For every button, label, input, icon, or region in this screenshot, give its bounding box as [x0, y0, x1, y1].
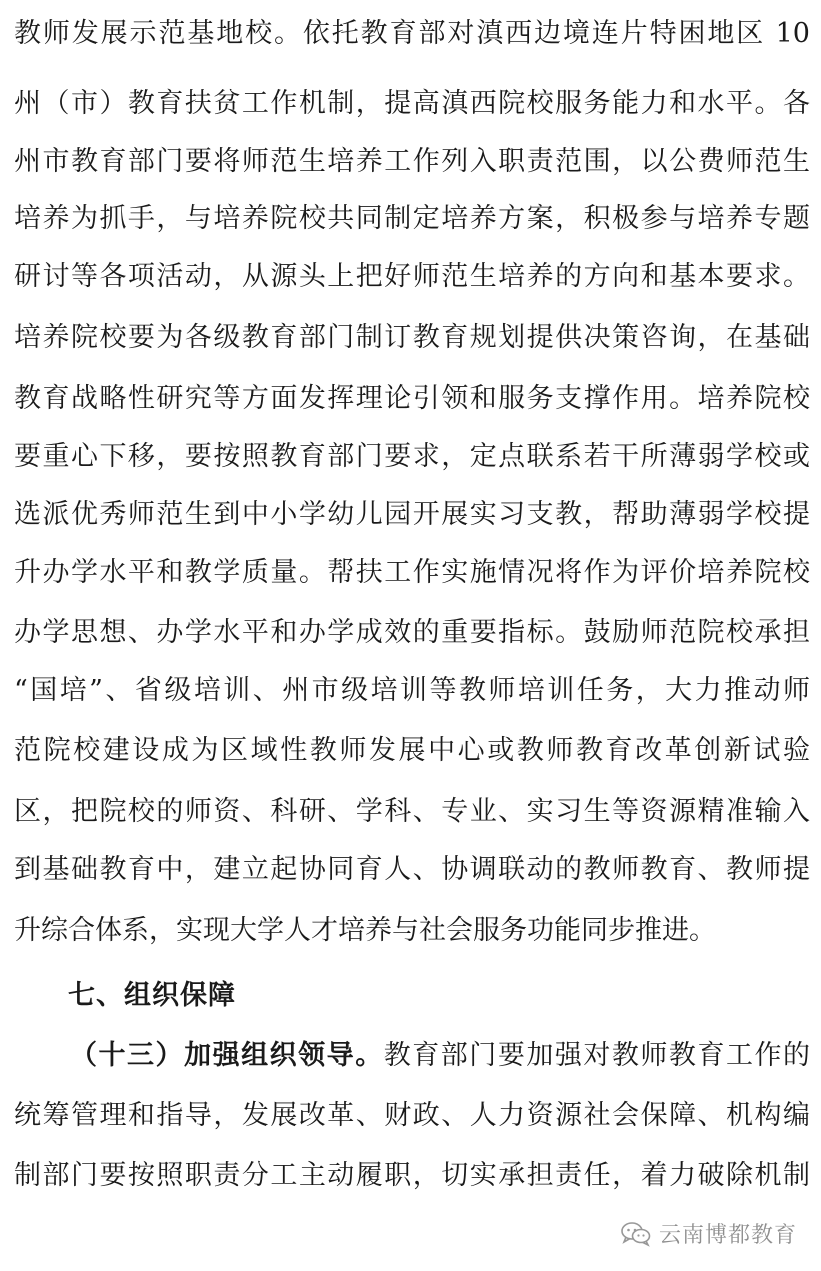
body-line-12: “国培”、省级培训、州市级培训等教师培训任务，大力推动师	[14, 675, 810, 706]
body-line-9: 选派优秀师范生到中小学幼儿园开展实习支教，帮助薄弱学校提	[14, 499, 810, 530]
para2-lead: （十三）加强组织领导。	[70, 1040, 384, 1071]
wechat-icon	[621, 1221, 651, 1247]
body-line-5: 研讨等各项活动，从源头上把好师范生培养的方向和基本要求。	[14, 261, 810, 292]
body-line-10: 升办学水平和教学质量。帮扶工作实施情况将作为评价培养院校	[14, 557, 810, 588]
body-line-4: 培养为抓手，与培养院校共同制定培养方案，积极参与培养专题	[14, 203, 810, 234]
body-line-15: 到基础教育中，建立起协同育人、协调联动的教师教育、教师提	[14, 854, 810, 885]
body-line-13: 范院校建设成为区域性教师发展中心或教师教育改革创新试验	[14, 735, 810, 766]
body-line-16: 升综合体系，实现大学人才培养与社会服务功能同步推进。	[14, 915, 716, 946]
watermark-text: 云南博都教育	[658, 1223, 797, 1248]
watermark	[621, 1218, 797, 1249]
para2-line-3: 制部门要按照职责分工主动履职，切实承担责任，着力破除机制	[14, 1160, 810, 1191]
para2-line-2: 统筹管理和指导，发展改革、财政、人力资源社会保障、机构编	[14, 1100, 810, 1131]
para2-first-rest: 教育部门要加强对教师教育工作的	[383, 1040, 811, 1071]
body-line-3: 州市教育部门要将师范生培养工作列入职责范围，以公费师范生	[14, 146, 810, 177]
body-line-11: 办学思想、办学水平和办学成效的重要指标。鼓励师范院校承担	[14, 617, 810, 648]
body-line-1: 教师发展示范基地校。依托教育部对滇西边境连片特困地区 10	[14, 18, 810, 49]
body-line-2: 州（市）教育扶贫工作机制，提高滇西院校服务能力和水平。各	[14, 88, 810, 119]
body-line-8: 要重心下移，要按照教育部门要求，定点联系若干所薄弱学校或	[14, 441, 810, 472]
body-line-7: 教育战略性研究等方面发挥理论引领和服务支撑作用。培养院校	[14, 383, 810, 414]
body-line-6: 培养院校要为各级教育部门制订教育规划提供决策咨询，在基础	[14, 322, 810, 353]
section-heading: 七、组织保障	[68, 980, 236, 1011]
para2-line-1	[70, 1036, 810, 1076]
body-line-14: 区，把院校的师资、科研、学科、专业、实习生等资源精准输入	[14, 796, 810, 827]
